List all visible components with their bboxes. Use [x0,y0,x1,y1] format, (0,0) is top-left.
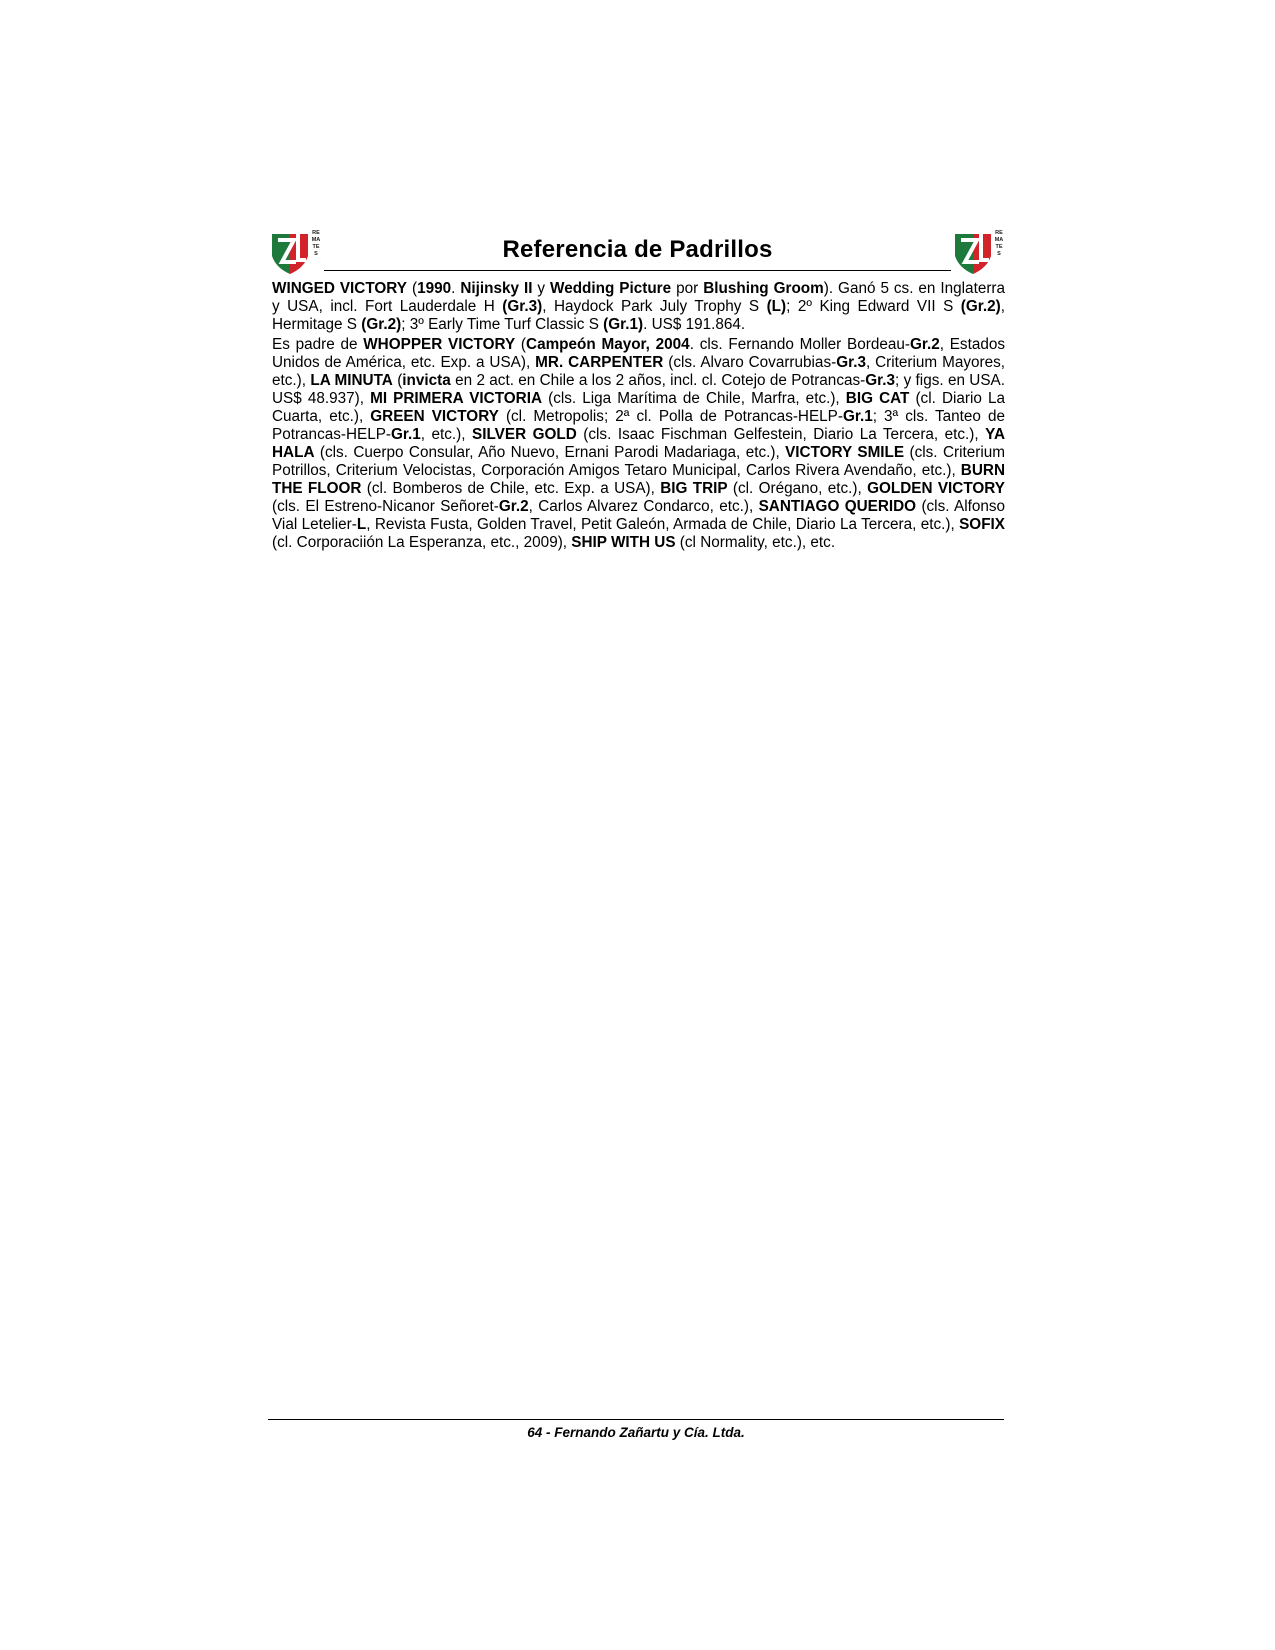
logo-vertical-letters: REMATES [994,230,1004,257]
bold-run: (Gr.1) [603,316,644,333]
title-rule [324,230,951,271]
bold-run: Blushing Groom [703,280,824,297]
bold-run: (Gr.2) [960,298,1001,315]
bold-run: WHOPPER VICTORY [363,336,516,353]
bold-run: Gr.1 [842,408,873,425]
text-run: (cl. Metropolis; 2ª cl. Polla de Potrancas-HELP- [498,408,843,425]
bold-run: Wedding Picture [550,280,672,297]
text-run: ; 2º King Edward VII S [786,298,961,315]
bold-run: BURN THE FLOOR [272,462,1005,497]
bold-run: GOLDEN VICTORY [867,480,1005,497]
text-run: ( [392,372,403,389]
text-run: , Hermitage S [272,298,1005,333]
bold-run: L [356,516,367,533]
bold-run: SILVER GOLD [472,426,577,443]
text-run: (cls. Alvaro Covarrubias- [663,354,837,371]
text-run: (cl Normality, etc.), etc. [675,534,836,551]
text-run: (cl. Bomberos de Chile, etc. Exp. a USA), [361,480,661,497]
text-run: , Haydock Park July Trophy S [542,298,767,315]
bold-run: SOFIX [959,516,1005,533]
page-footer: 64 - Fernando Zañartu y Cía. Ltda. [527,1425,745,1440]
zl-remates-logo [953,230,1005,276]
bold-run: BIG CAT [845,390,910,407]
text-run: , Revista Fusta, Golden Travel, Petit Galeón, Armada de Chile, Diario La Tercera, etc.), [366,516,960,533]
zl-shield-icon [270,230,310,276]
text-run: (cl. Diario La Cuarta, etc.), [272,390,1006,425]
text-run: ; 3º Early Time Turf Classic S [401,316,604,333]
logo-vertical-letters: REMATES [311,230,321,257]
text-run: (cl. Orégano, etc.), [727,480,868,497]
bold-run: Gr.2 [498,498,529,515]
text-run: Es padre de [272,336,364,353]
page-title: Referencia de Padrillos [502,236,773,263]
text-run: (cls. Cuerpo Consular, Año Nuevo, Ernani Parodi Madariaga, etc.), [314,444,786,461]
bold-run: GREEN VICTORY [370,408,499,425]
text-run: , Estados Unidos de América, etc. Exp. a USA), [272,336,1005,371]
bold-run: Gr.3 [836,354,866,371]
text-run: ; y figs. en USA. US$ 48.937), [272,372,1005,407]
bold-run: Campeón Mayor, 2004 [526,336,690,353]
text-run: (cl. Corporaciión La Esperanza, etc., 2009), [272,534,572,551]
progeny-paragraph [272,336,1005,552]
text-run: , Criterium Mayores, etc.), [272,354,1005,389]
bold-run: Nijinsky II [460,280,533,297]
bold-run: (L) [766,298,787,315]
text-run: (cls. Alfonso Vial Letelier- [272,498,1006,533]
bold-run: YA HALA [272,426,1005,461]
text-run: ( [407,280,418,297]
text-run: ). Ganó 5 cs. en Inglaterra y USA, incl. Fort Lauderdale H [272,280,1006,315]
text-run: , Carlos Alvarez Condarco, etc.), [528,498,759,515]
body-text [272,280,1005,554]
bold-run: VICTORY SMILE [785,444,905,461]
bold-run: Gr.2 [909,336,940,353]
text-run: . US$ 191.864. [643,316,746,333]
text-run: ( [515,336,527,353]
text-run: . [451,280,461,297]
bold-run: invicta [402,372,451,389]
bold-run: BIG TRIP [660,480,728,497]
zl-remates-logo [270,230,322,276]
text-run: (cls. Liga Marítima de Chile, Marfra, etc.), [542,390,846,407]
text-run: (cls. Isaac Fischman Gelfestein, Diario La Tercera, etc.), [576,426,986,443]
text-run: y [532,280,551,297]
text-run: por [671,280,704,297]
text-run: en 2 act. en Chile a los 2 años, incl. cl. Cotejo de Potrancas- [450,372,866,389]
bold-run: LA MINUTA [310,372,393,389]
bold-run: MR. CARPENTER [535,354,664,371]
bold-run: WINGED VICTORY [272,280,407,297]
bold-run: (Gr.2) [361,316,402,333]
text-run: ; 3ª cls. Tanteo de Potrancas-HELP- [272,408,1005,443]
bold-run: Gr.1 [391,426,421,443]
footer-rule [268,1419,1004,1420]
bold-run: 1990 [417,280,452,297]
sire-description-paragraph [272,280,1005,334]
bold-run: (Gr.3) [502,298,543,315]
text-run: , etc.), [420,426,473,443]
text-run: (cls. El Estreno-Nicanor Señoret- [272,498,499,515]
text-run: (cls. Criterium Potrillos, Criterium Velocistas, Corporación Amigos Tetaro Municipal, Carlos Rivera Avendaño, etc.), [272,444,1005,479]
text-run: . cls. Fernando Moller Bordeau- [689,336,910,353]
page-header [270,230,1005,276]
bold-run: Gr.3 [865,372,895,389]
bold-run: SHIP WITH US [571,534,676,551]
zl-shield-icon [953,230,993,276]
bold-run: MI PRIMERA VICTORIA [370,390,543,407]
bold-run: SANTIAGO QUERIDO [758,498,917,515]
